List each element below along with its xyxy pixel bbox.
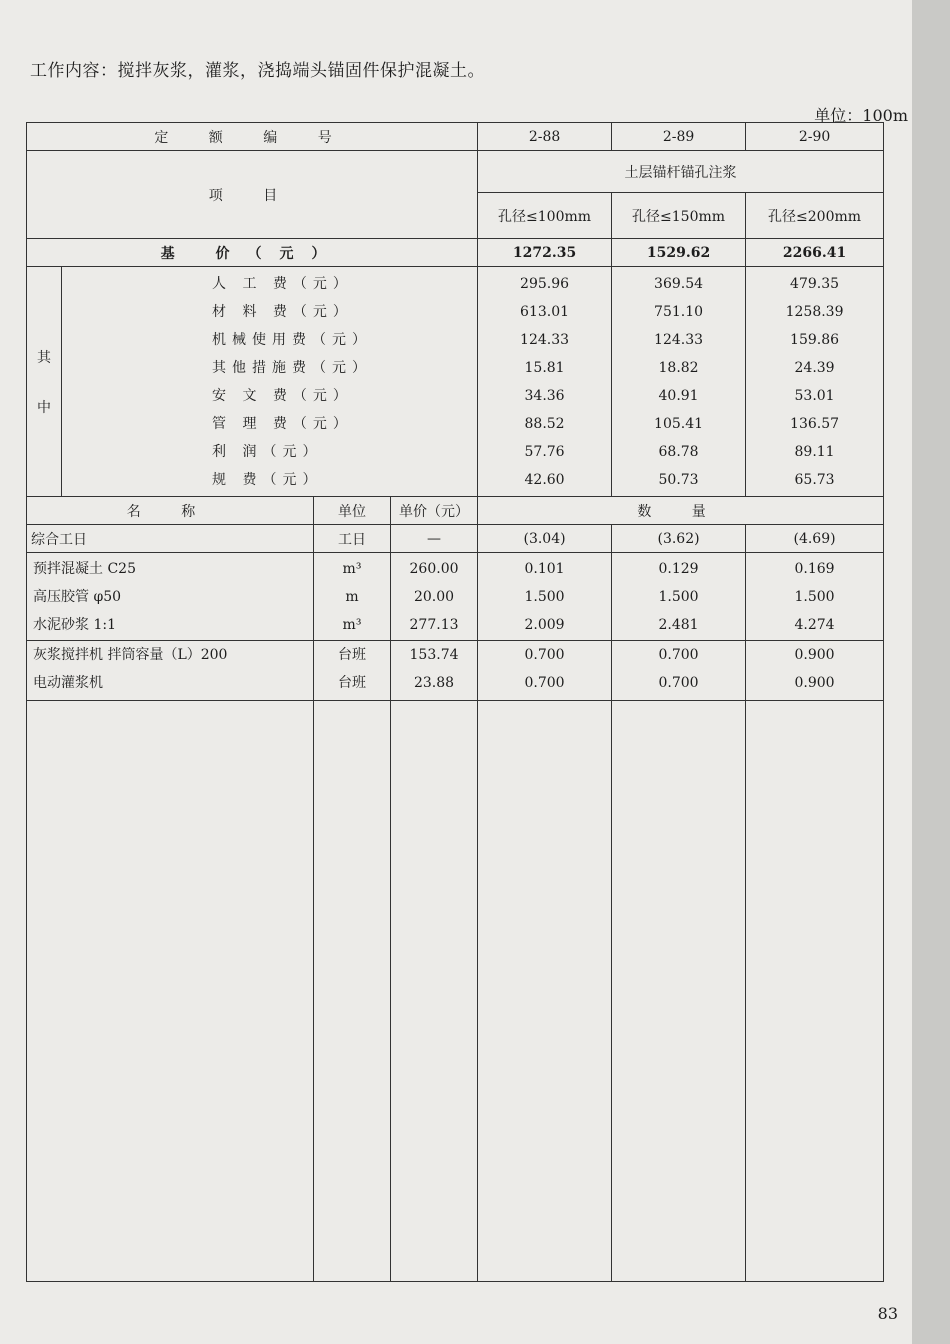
resource-header-row (27, 497, 884, 525)
cost-item-label: 规 费（元） (212, 471, 323, 488)
machine-name: 灰浆搅拌机 拌筒容量（L）200 (33, 647, 228, 663)
breakdown-block (27, 267, 884, 497)
cost-value: 34.36 (524, 387, 565, 404)
resource-name-header: 名 称 (27, 497, 314, 525)
material-units (314, 553, 391, 641)
cost-value: 613.01 (520, 303, 570, 320)
quota-code: 2-88 (478, 123, 612, 151)
cost-value: 50.73 (658, 471, 699, 488)
base-price-label: 基 价（元） (27, 239, 478, 267)
base-price-row (27, 239, 884, 267)
base-price-value: 2266.41 (746, 239, 884, 267)
cost-value: 159.86 (790, 331, 840, 348)
cost-value: 40.91 (658, 387, 699, 404)
quota-code-row (27, 123, 884, 151)
material-qty: 1.500 (658, 588, 699, 605)
cost-item-label: 机械使用费（元） (212, 331, 372, 348)
page-edge (912, 0, 950, 1344)
breakdown-labels (62, 267, 478, 497)
cost-value: 751.10 (654, 303, 704, 320)
labor-row (27, 525, 884, 553)
empty-row (27, 701, 884, 1282)
material-price: 260.00 (409, 560, 459, 577)
cost-item-label: 材 料 费（元） (212, 303, 353, 320)
cost-value: 136.57 (790, 415, 840, 432)
material-qty: 1.500 (524, 588, 565, 605)
labor-qty: (3.62) (612, 525, 746, 553)
material-qty: 2.481 (658, 616, 699, 633)
material-qty: 2.009 (524, 616, 565, 633)
empty-cell (612, 701, 746, 1282)
cost-value: 105.41 (654, 415, 704, 432)
cost-value: 65.73 (794, 471, 835, 488)
material-unit: m³ (342, 616, 362, 633)
breakdown-col-3 (746, 267, 884, 497)
material-price: 20.00 (413, 588, 455, 605)
machine-qty-col-3 (746, 641, 884, 701)
empty-cell (314, 701, 391, 1282)
cost-value: 89.11 (794, 443, 835, 460)
cost-item-label: 管 理 费（元） (212, 415, 353, 432)
quota-no-label: 定 额 编 号 (27, 123, 478, 151)
labor-qty: (3.04) (478, 525, 612, 553)
cost-value: 479.35 (790, 275, 840, 292)
machine-name: 电动灌浆机 (33, 675, 103, 691)
machine-qty: 0.700 (658, 647, 699, 663)
cost-value: 57.76 (524, 443, 565, 460)
machine-qty-col-1 (478, 641, 612, 701)
material-price: 277.13 (409, 616, 459, 633)
labor-qty: (4.69) (746, 525, 884, 553)
material-qty: 0.169 (794, 560, 835, 577)
material-name: 预拌混凝土 C25 (33, 560, 136, 577)
labor-name: 综合工日 (27, 525, 314, 553)
machine-qty: 0.700 (524, 647, 565, 663)
material-qty: 0.101 (524, 560, 565, 577)
breakdown-col-1 (478, 267, 612, 497)
material-names (27, 553, 314, 641)
cost-item-label: 人 工 费（元） (212, 275, 353, 292)
materials-block (27, 553, 884, 641)
material-prices (391, 553, 478, 641)
breakdown-group-char: 其 (37, 349, 51, 366)
material-qty: 1.500 (794, 588, 835, 605)
cost-value: 124.33 (520, 331, 570, 348)
quota-code: 2-90 (746, 123, 884, 151)
empty-cell (478, 701, 612, 1282)
empty-cell (746, 701, 884, 1282)
cost-item-label: 其他措施费（元） (212, 359, 372, 376)
item-spec: 孔径≤200mm (746, 193, 884, 239)
unit-note: 单位：100m (814, 106, 908, 125)
cost-value: 18.82 (658, 359, 699, 376)
material-name: 高压胶管 φ50 (33, 588, 122, 605)
page-number: 83 (877, 1304, 898, 1323)
machine-units (314, 641, 391, 701)
material-qty-col-1 (478, 553, 612, 641)
work-content-text: 工作内容：搅拌灰浆，灌浆，浇捣端头锚固件保护混凝土。 (30, 61, 485, 81)
machines-block (27, 641, 884, 701)
machine-qty: 0.700 (658, 675, 699, 691)
resource-unit-header: 单位 (314, 497, 391, 525)
resource-qty-header: 数 量 (478, 497, 884, 525)
material-qty: 0.129 (658, 560, 699, 577)
machine-names (27, 641, 314, 701)
item-group-row (27, 151, 884, 193)
cost-value: 15.81 (524, 359, 565, 376)
base-price-value: 1272.35 (478, 239, 612, 267)
breakdown-group-label (27, 267, 62, 497)
breakdown-group-char: 中 (37, 399, 51, 416)
cost-value: 42.60 (524, 471, 565, 488)
machine-prices (391, 641, 478, 701)
base-price-value: 1529.62 (612, 239, 746, 267)
empty-cell (391, 701, 478, 1282)
item-group: 土层锚杆锚孔注浆 (478, 151, 884, 193)
cost-value: 53.01 (794, 387, 835, 404)
machine-unit: 台班 (338, 675, 366, 691)
quota-code: 2-89 (612, 123, 746, 151)
cost-value: 88.52 (524, 415, 565, 432)
breakdown-col-2 (612, 267, 746, 497)
labor-price: — (391, 525, 478, 553)
machine-qty: 0.900 (794, 647, 835, 663)
material-qty: 4.274 (794, 616, 835, 633)
empty-cell (27, 701, 314, 1282)
material-qty-col-2 (612, 553, 746, 641)
item-spec: 孔径≤100mm (478, 193, 612, 239)
cost-value: 369.54 (654, 275, 704, 292)
cost-item-label: 利 润（元） (212, 443, 323, 460)
material-qty-col-3 (746, 553, 884, 641)
machine-price: 153.74 (409, 647, 459, 663)
machine-qty-col-2 (612, 641, 746, 701)
cost-value: 295.96 (520, 275, 570, 292)
item-spec: 孔径≤150mm (612, 193, 746, 239)
machine-qty: 0.900 (794, 675, 835, 691)
cost-value: 1258.39 (785, 303, 844, 320)
item-label: 项 目 (27, 151, 478, 239)
cost-item-label: 安 文 费（元） (212, 387, 353, 404)
resource-price-header: 单价（元） (391, 497, 478, 525)
material-unit: m (345, 588, 359, 605)
quota-table (26, 122, 884, 1282)
machine-qty: 0.700 (524, 675, 565, 691)
cost-value: 24.39 (794, 359, 835, 376)
machine-unit: 台班 (338, 647, 366, 663)
machine-price: 23.88 (413, 675, 455, 691)
material-name: 水泥砂浆 1:1 (33, 616, 116, 633)
cost-value: 124.33 (654, 331, 704, 348)
labor-unit: 工日 (314, 525, 391, 553)
cost-value: 68.78 (658, 443, 699, 460)
material-unit: m³ (342, 560, 362, 577)
